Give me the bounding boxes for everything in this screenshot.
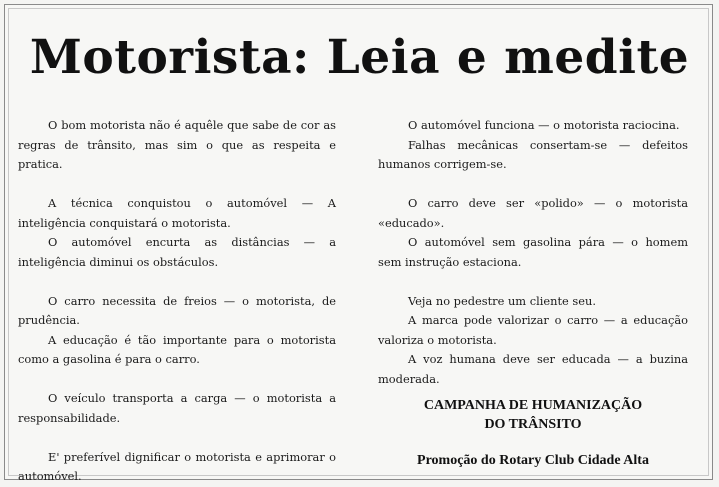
maxim-paragraph: O carro necessita de freios — o motorista, de prudência.	[18, 293, 336, 327]
maxim-paragraph: Falhas mecânicas consertam-se — defeitos humanos corrigem-se.	[378, 137, 688, 171]
maxim-paragraph: O automóvel encurta as distâncias — a inteligência diminui os obstáculos.	[18, 235, 336, 269]
maxim-paragraph: A marca pode valorizar o carro — a educação valoriza o motorista.	[378, 313, 688, 347]
paragraph-gap	[378, 272, 688, 292]
maxim-paragraph: O bom motorista não é aquêle que sabe de cor as regras de trânsito, mas sim o que as respeita e pratica.	[18, 118, 336, 171]
left-column	[18, 116, 336, 487]
right-column	[378, 116, 688, 389]
campaign-line-1: CAMPANHA DE HUMANIZAÇÃO	[423, 398, 643, 413]
paragraph-gap	[18, 428, 336, 448]
maxim-paragraph: Veja no pedestre um cliente seu.	[408, 293, 596, 308]
maxim-paragraph: O automóvel sem gasolina pára — o homem sem instrução estaciona.	[378, 235, 688, 269]
maxim-paragraph: O veículo transporta a carga — o motorista a responsabilidade.	[18, 391, 336, 425]
maxim-paragraph: A educação é tão importante para o motorista como a gasolina é para o carro.	[18, 332, 336, 366]
maxim-paragraph: O automóvel funciona — o motorista raciocina.	[408, 118, 680, 132]
paragraph-gap	[18, 272, 336, 292]
headline: Motorista: Leia e medite	[29, 30, 690, 85]
paragraph-gap	[18, 370, 336, 390]
maxim-paragraph: O carro deve ser «polido» — o motorista «educado».	[378, 196, 688, 230]
maxim-paragraph: A voz humana deve ser educada — a buzina moderada.	[378, 352, 688, 386]
maxim-paragraph: A técnica conquistou o automóvel — A inteligência conquistará o motorista.	[18, 196, 336, 230]
paragraph-gap	[18, 175, 336, 195]
campaign-line-2: DO TRÂNSITO	[484, 417, 582, 432]
promotion-credit: Promoção do Rotary Club Cidade Alta	[417, 453, 649, 468]
paragraph-gap	[378, 175, 688, 195]
campaign-title	[378, 396, 688, 434]
maxim-paragraph: E' preferível dignificar o motorista e aprimorar o automóvel.	[18, 449, 336, 483]
